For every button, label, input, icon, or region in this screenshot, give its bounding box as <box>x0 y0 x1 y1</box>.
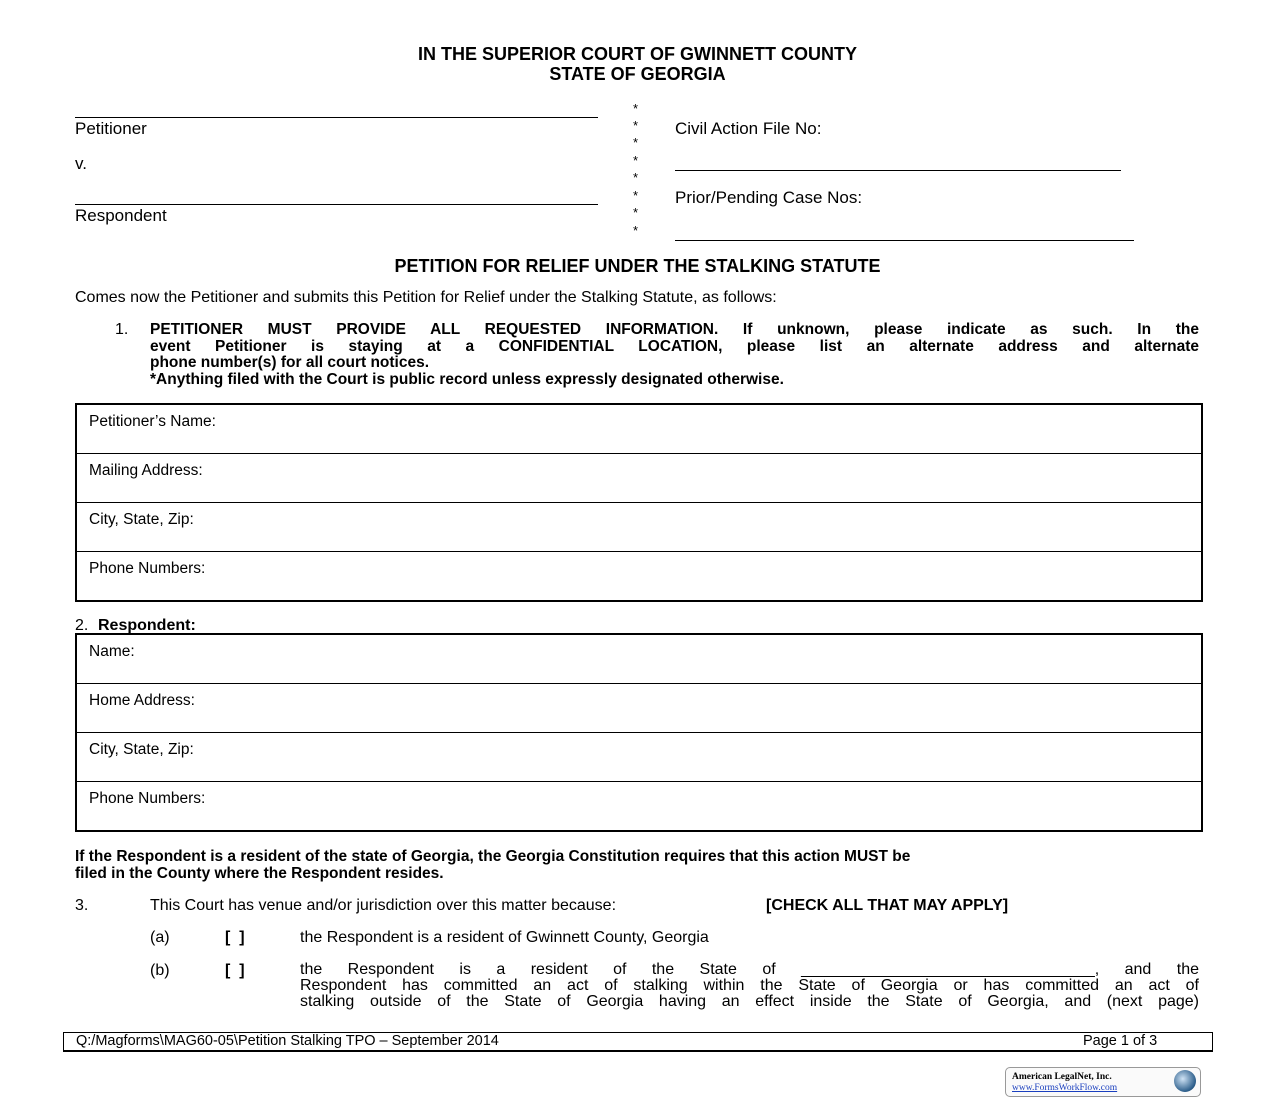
field-label: Phone Numbers: <box>89 790 206 807</box>
item1-line: phone number(s) for all court notices. <box>150 354 430 371</box>
option-b-text: Respondent has committed an act of stalking within the State of Georgia or has committed an act of <box>300 977 1199 994</box>
caption-star: * <box>633 153 639 168</box>
field-label: City, State, Zip: <box>89 511 194 528</box>
item2-label: Respondent: <box>98 617 196 634</box>
respondent-city-field[interactable] <box>77 732 1201 781</box>
option-b-text: the Respondent is a resident of the State of _________________________________, and the <box>300 961 1199 978</box>
field-label: Petitioner’s Name: <box>89 413 216 430</box>
globe-icon <box>1174 1070 1196 1092</box>
field-label: Home Address: <box>89 692 195 709</box>
option-a-checkbox[interactable]: [ ] <box>225 929 245 946</box>
item3-text: This Court has venue and/or jurisdiction over this matter because: <box>150 897 617 914</box>
caption-star: * <box>633 223 639 238</box>
option-a-letter: (a) <box>150 929 170 946</box>
badge-url[interactable]: www.FormsWorkFlow.com <box>1012 1083 1118 1093</box>
petitioner-phone-field[interactable] <box>77 551 1201 600</box>
item1-line: event Petitioner is staying at a CONFIDENTIAL LOCATION, please list an alternate address and alternate <box>150 338 1199 355</box>
field-label: Name: <box>89 643 135 660</box>
caption-star: * <box>633 170 639 185</box>
item1-line: *Anything filed with the Court is public record unless expressly designated otherwise. <box>150 371 784 388</box>
versus-label: v. <box>75 154 87 173</box>
residency-notice: If the Respondent is a resident of the state of Georgia, the Georgia Constitution requires that this action MUST be <box>75 848 911 865</box>
civil-action-label: Civil Action File No: <box>675 119 822 138</box>
page-number: Page 1 of 3 <box>1083 1033 1158 1049</box>
item3-check-note: [CHECK ALL THAT MAY APPLY] <box>766 897 1009 914</box>
field-label: Phone Numbers: <box>89 560 206 577</box>
field-label: Mailing Address: <box>89 462 203 479</box>
petitioner-line <box>75 117 598 118</box>
home-address-field[interactable] <box>77 683 1201 732</box>
footer-bar <box>63 1032 1213 1052</box>
item3-number: 3. <box>75 897 89 914</box>
footer-path: Q:/Magforms\MAG60-05\Petition Stalking TPO – September 2014 <box>76 1033 499 1049</box>
respondent-line <box>75 204 598 205</box>
prior-cases-field[interactable] <box>675 240 1134 241</box>
field-label: City, State, Zip: <box>89 741 194 758</box>
item1-number: 1. <box>115 321 129 338</box>
respondent-phone-field[interactable] <box>77 781 1201 830</box>
caption-star: * <box>633 135 639 150</box>
prior-cases-label: Prior/Pending Case Nos: <box>675 188 863 207</box>
item2-number: 2. <box>75 617 89 634</box>
petitioner-info-table <box>75 403 1203 602</box>
legalnet-badge[interactable] <box>1005 1067 1201 1097</box>
option-b-checkbox[interactable]: [ ] <box>225 962 245 979</box>
residency-notice: filed in the County where the Respondent resides. <box>75 865 444 882</box>
option-a-text: the Respondent is a resident of Gwinnett County, Georgia <box>300 929 709 946</box>
caption-star: * <box>633 101 639 116</box>
option-b-letter: (b) <box>150 962 170 979</box>
caption-star: * <box>633 188 639 203</box>
court-name: IN THE SUPERIOR COURT OF GWINNETT COUNTY <box>418 44 857 64</box>
mailing-address-field[interactable] <box>77 453 1201 502</box>
option-b-text: stalking outside of the State of Georgia having an effect inside the State of Georgia, and (next page) <box>300 993 1199 1010</box>
petitioner-city-field[interactable] <box>77 502 1201 551</box>
civil-action-field[interactable] <box>675 170 1121 171</box>
petition-title: PETITION FOR RELIEF UNDER THE STALKING STATUTE <box>394 256 881 276</box>
respondent-name-field[interactable] <box>77 635 1201 683</box>
petitioner-name-field[interactable] <box>77 405 1201 453</box>
respondent-info-table <box>75 633 1203 832</box>
caption-star: * <box>633 118 639 133</box>
intro-text: Comes now the Petitioner and submits this Petition for Relief under the Stalking Statute, as follows: <box>75 289 777 306</box>
court-state: STATE OF GEORGIA <box>549 64 726 84</box>
badge-name: American LegalNet, Inc. <box>1012 1072 1112 1082</box>
respondent-label: Respondent <box>75 206 167 225</box>
item1-line: PETITIONER MUST PROVIDE ALL REQUESTED INFORMATION. If unknown, please indicate as such. In the <box>150 321 1199 338</box>
caption-star: * <box>633 205 639 220</box>
petitioner-label: Petitioner <box>75 119 147 138</box>
